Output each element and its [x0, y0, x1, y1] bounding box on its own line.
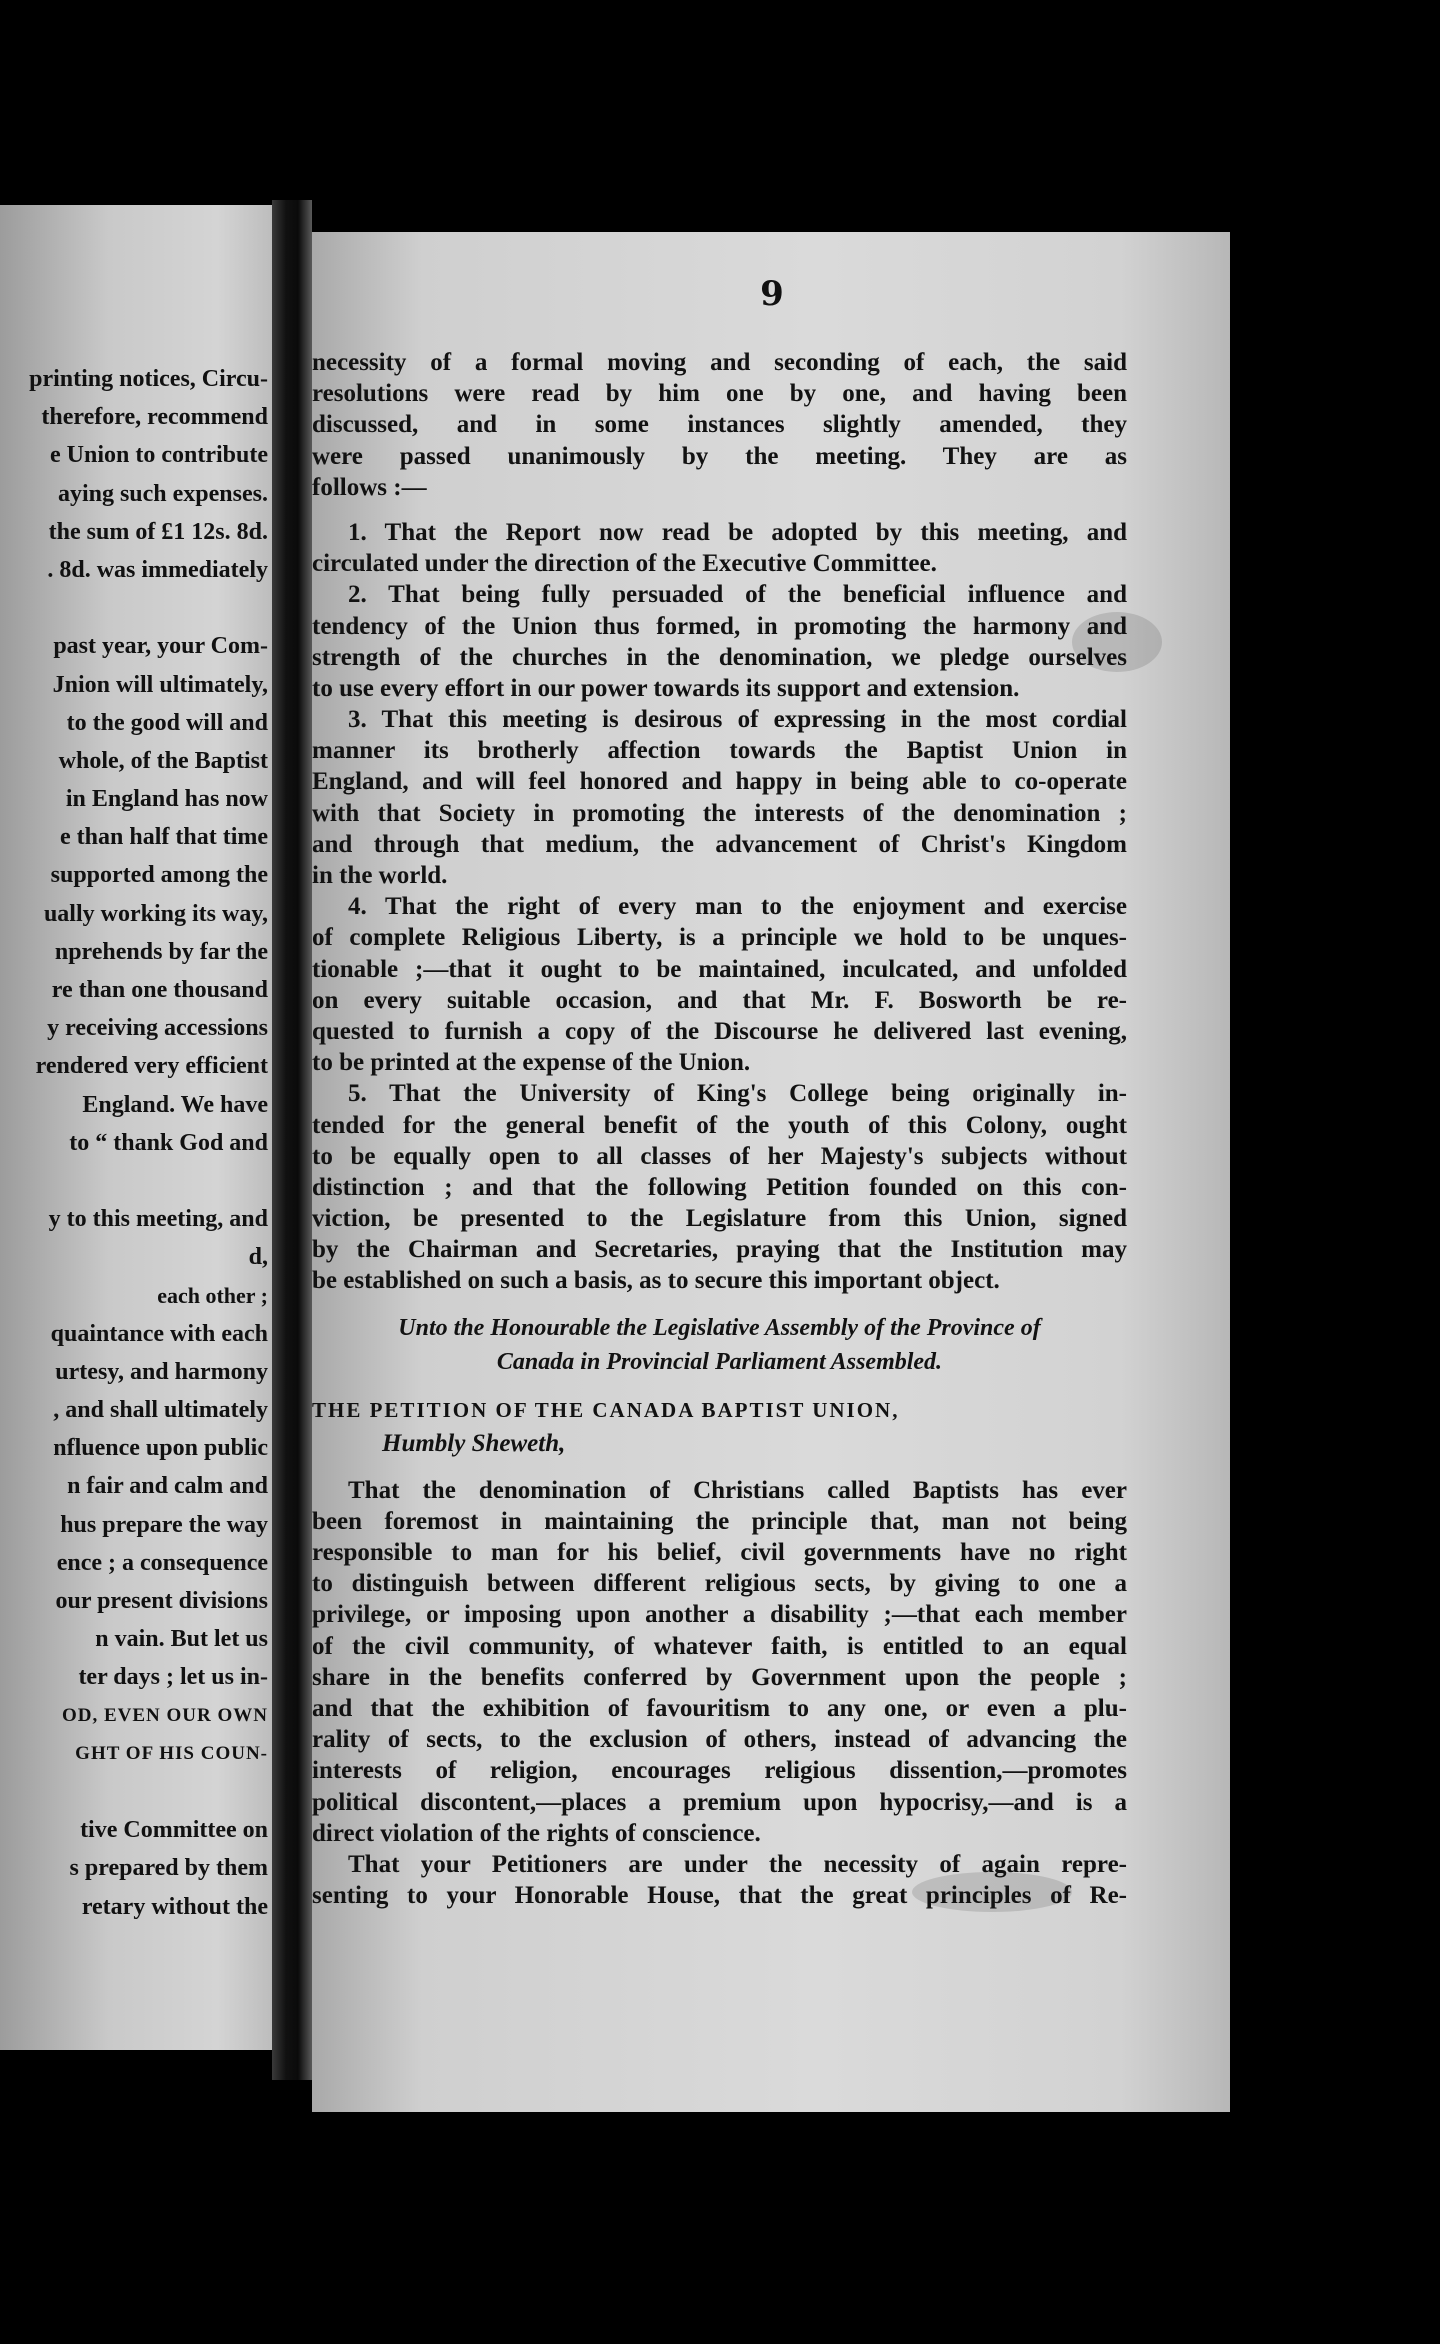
text-line: to use every effort in our power towards its support and extension. — [312, 674, 1020, 702]
text-line: 2. That being fully persuaded of the beneficial influence and — [348, 581, 1127, 609]
right-page — [312, 232, 1230, 2112]
left-line: to “ thank God and — [69, 1129, 268, 1156]
left-line: rendered very efficient — [35, 1053, 268, 1080]
left-line: whole, of the Baptist — [58, 747, 268, 774]
left-line: retary without the — [81, 1893, 268, 1920]
text-line: manner its brotherly affection towards the Baptist Union in — [312, 737, 1127, 765]
left-line: urtesy, and harmony — [55, 1358, 268, 1385]
left-line: our present divisions — [55, 1588, 268, 1614]
left-line: re than one thousand — [51, 977, 268, 1003]
text-line: responsible to man for his belief, civil governments have no right — [312, 1539, 1127, 1566]
left-line: in England has now — [65, 786, 268, 813]
resolution-2 — [312, 579, 1127, 704]
text-line: resolutions were read by him one by one, and having been — [312, 380, 1127, 408]
left-line: England. We have — [82, 1091, 268, 1118]
left-line: to the good will and — [66, 709, 268, 736]
left-line: aying such expenses. — [57, 480, 268, 507]
left-line: ter days ; let us in- — [78, 1664, 268, 1691]
left-line: therefore, recommend — [41, 404, 268, 431]
intro-paragraph — [312, 347, 1127, 503]
text-line: 5. That the University of King's College being originally in- — [348, 1080, 1127, 1108]
text-line: to be printed at the expense of the Union. — [312, 1049, 751, 1077]
text-line: by the Chairman and Secretaries, praying that the Institution may — [312, 1236, 1127, 1264]
text-line: discussed, and in some instances slightly amended, they — [312, 411, 1127, 439]
text-line: to distinguish between different religious sects, by giving to one a — [312, 1570, 1127, 1598]
left-line: n fair and calm and — [67, 1473, 268, 1500]
text-line: in the world. — [312, 862, 448, 889]
text-line: 4. That the right of every man to the enjoyment and exercise — [348, 893, 1127, 921]
petition-title: THE PETITION OF THE CANADA BAPTIST UNION, — [312, 1397, 900, 1422]
left-line: printing notices, Circu- — [29, 366, 268, 392]
left-line: tive Committee on — [80, 1817, 268, 1844]
resolution-3 — [312, 704, 1127, 891]
text-line: with that Society in promoting the interests of the denomination ; — [312, 799, 1127, 827]
text-line: rality of sects, to the exclusion of others, instead of advancing the — [312, 1726, 1127, 1754]
text-line: 1. That the Report now read be adopted by this meeting, and — [348, 518, 1127, 546]
left-line: nfluence upon public — [53, 1435, 268, 1462]
text-line: follows :— — [312, 473, 427, 501]
text-line: 3. That this meeting is desirous of expressing in the most cordial — [348, 706, 1127, 734]
left-line: hus prepare the way — [60, 1511, 268, 1538]
left-line: supported among the — [50, 862, 268, 889]
left-line — [0, 1773, 268, 1811]
left-page-text — [0, 360, 268, 1926]
left-line: e than half that time — [60, 824, 268, 851]
left-line: y receiving accessions — [47, 1015, 268, 1042]
text-line: political discontent,—places a premium upon hypocrisy,—and is a — [312, 1788, 1127, 1816]
text-line: England, and will feel honored and happy in being able to co-operate — [312, 768, 1127, 796]
left-line: OD, EVEN OUR OWN — [61, 1704, 268, 1726]
text-line: interests of religion, encourages religious dissention,—promotes — [312, 1757, 1127, 1785]
text-line: direct violation of the rights of conscience. — [312, 1819, 761, 1847]
text-line: necessity of a formal moving and seconding of each, the said — [312, 349, 1127, 376]
left-line: nprehends by far the — [54, 938, 268, 965]
text-line: were passed unanimously by the meeting. They are as — [312, 442, 1127, 470]
text-line: on every suitable occasion, and that Mr. F. Bosworth be re- — [312, 986, 1127, 1014]
resolution-4 — [312, 891, 1127, 1078]
left-line — [0, 589, 268, 627]
left-line: , and shall ultimately — [53, 1397, 268, 1424]
left-line: . 8d. was immediately — [47, 556, 268, 583]
petition-salutation: Humbly Sheweth, — [382, 1429, 566, 1457]
left-line: n vain. But let us — [95, 1626, 268, 1653]
left-line: ence ; a consequence — [56, 1549, 268, 1576]
petition-address-line-1: Unto the Honourable the Legislative Assembly of the Province of — [398, 1314, 1041, 1341]
final-paragraph — [312, 1849, 1127, 1911]
text-line: tionable ;—that it ought to be maintained, inculcated, and unfolded — [312, 955, 1127, 983]
text-line: and through that medium, the advancement of Christ's Kingdom — [312, 830, 1127, 858]
left-line: d, — [248, 1244, 268, 1271]
text-line: circulated under the direction of the Executive Committee. — [312, 550, 937, 578]
text-line: of complete Religious Liberty, is a principle we hold to be unques- — [312, 924, 1127, 952]
text-line: viction, be presented to the Legislature from this Union, signed — [312, 1205, 1127, 1233]
text-line: be established on such a basis, as to secure this important object. — [312, 1267, 1000, 1295]
left-line — [0, 1162, 268, 1200]
text-line: tended for the general benefit of the youth of this Colony, ought — [312, 1111, 1127, 1139]
petition-address-line-2: Canada in Provincial Parliament Assembled. — [496, 1348, 943, 1375]
left-line: the sum of £1 12s. 8d. — [48, 518, 268, 545]
left-line: past year, your Com- — [53, 633, 268, 660]
left-line: y to this meeting, and — [48, 1206, 268, 1233]
left-line: GHT OF HIS COUN- — [75, 1742, 268, 1764]
text-line: to be equally open to all classes of her Majesty's subjects without — [312, 1142, 1127, 1170]
left-line: each other ; — [157, 1282, 268, 1308]
text-line: of the civil community, of whatever faith, is entitled to an equal — [312, 1632, 1127, 1660]
text-line: That the denomination of Christians called Baptists has ever — [348, 1476, 1127, 1504]
text-line: and that the exhibition of favouritism to any one, or even a plu- — [312, 1694, 1127, 1722]
page-number: 9 — [760, 274, 784, 314]
text-line: been foremost in maintaining the principle that, man not being — [312, 1507, 1127, 1535]
resolution-5 — [312, 1078, 1127, 1296]
left-line: quaintance with each — [50, 1320, 268, 1347]
text-line: That your Petitioners are under the necessity of again repre- — [348, 1850, 1127, 1878]
text-line: tendency of the Union thus formed, in promoting the harmony and — [312, 612, 1127, 640]
petition-paragraph — [312, 1475, 1127, 1849]
text-line: quested to furnish a copy of the Discourse he delivered last evening, — [312, 1017, 1127, 1045]
left-line: e Union to contribute — [50, 442, 268, 469]
right-page-text — [312, 347, 1127, 1911]
left-page — [0, 205, 272, 2050]
text-line: share in the benefits conferred by Government upon the people ; — [312, 1663, 1127, 1691]
text-line: distinction ; and that the following Petition founded on this con- — [312, 1173, 1127, 1201]
book-gutter — [272, 200, 312, 2080]
resolution-1 — [312, 517, 1127, 579]
text-line: strength of the churches in the denomination, we pledge ourselves — [312, 643, 1127, 671]
left-line: Jnion will ultimately, — [52, 671, 268, 698]
text-line: senting to your Honorable House, that the great principles of Re- — [312, 1882, 1127, 1910]
left-line: s prepared by them — [69, 1855, 268, 1882]
text-line: privilege, or imposing upon another a disability ;—that each member — [312, 1601, 1127, 1629]
left-line: ually working its way, — [43, 900, 268, 927]
